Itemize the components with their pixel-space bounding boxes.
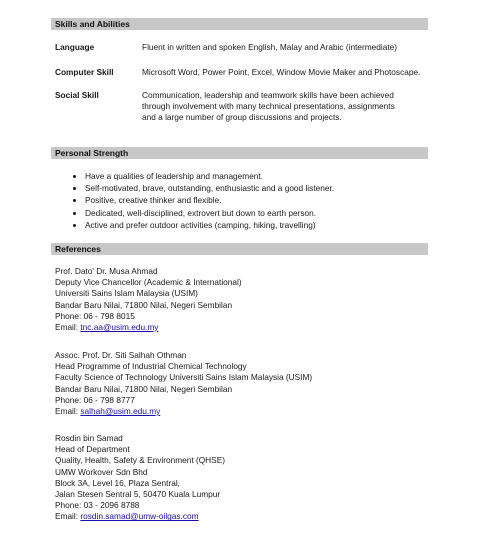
reference-line: Jalan Stesen Sentral 5, 50470 Kuala Lumpur [55,489,221,500]
reference-1 [55,266,435,333]
reference-name: Assoc. Prof. Dr. Siti Salhah Othman [55,350,187,360]
computer-skill-value: Microsoft Word, Power Point, Excel, Window Movie Maker and Photoscape. [142,67,421,77]
reference-email-row [55,322,435,333]
reference-line: Block 3A, Level 16, Plaza Sentral, [55,477,180,488]
social-skill-line: Communication, leadership and teamwork skills have been achieved [142,90,394,100]
language-value: Fluent in written and spoken English, Malay and Arabic (intermediate) [142,42,398,52]
reference-line: Head of Department [55,444,130,455]
reference-line: Bandar Baru Nilai, 71800 Nilai, Negeri Sembilan [55,383,233,394]
strength-heading: Personal Strength [51,147,428,159]
skills-heading: Skills and Abilities [51,18,428,30]
social-skill-line: and a large number of group discussions and projects. [142,112,342,122]
reference-phone: Phone: 06 - 798 8015 [55,310,135,321]
email-link[interactable]: salhah@usim.edu.my [80,406,161,417]
reference-name: Prof. Dato' Dr. Musa Ahmad [55,266,158,276]
email-link[interactable]: rosdin.samad@umw-oilgas.com [80,511,199,522]
reference-2 [55,350,435,417]
references-heading: References [51,243,428,255]
reference-email-row [55,406,435,417]
strength-item: • Positive, creative thinker and flexible. [85,194,465,206]
social-skill-line: through involvement with many technical presentations, assignments [142,101,395,111]
reference-line: UMW Workover Sdn Bhd [55,466,148,477]
strength-item: • Self-motivated, brave, outstanding, enthusiastic and a good listener. [85,182,465,194]
reference-name: Rosdin bin Samad [55,433,123,443]
reference-3 [55,433,435,523]
reference-line: Bandar Baru Nilai, 71800 Nilai, Negeri Sembilan [55,299,233,310]
reference-line: Faculty Science of Technology Universiti Sains Islam Malaysia (USIM) [55,372,313,383]
email-label: Email: [55,322,79,333]
reference-line: Universiti Sains Islam Malaysia (USIM) [55,288,198,299]
email-label: Email: [55,511,79,522]
strength-item: • Dedicated, well-disciplined, extrovert but down to earth person. [85,207,465,219]
reference-phone: Phone: 03 - 2096 8788 [55,500,140,511]
language-label: Language [55,42,95,52]
reference-phone: Phone: 06 - 798 8777 [55,394,135,405]
social-skill-label: Social Skill [55,90,99,100]
computer-skill-label: Computer Skill [55,67,114,77]
strength-item: • Active and prefer outdoor activities (camping, hiking, travelling) [85,219,465,231]
strength-list [55,170,465,231]
email-link[interactable]: tnc.aa@usim.edu.my [80,322,159,333]
reference-line: Deputy Vice Chancellor (Academic & International) [55,277,242,288]
social-skill-value [142,90,442,123]
reference-line: Quality, Health, Safety & Environment (QHSE) [55,455,225,466]
email-label: Email: [55,406,79,417]
reference-email-row [55,511,435,522]
reference-line: Head Programme of Industrial Chemical Technology [55,361,247,372]
strength-item: • Have a qualities of leadership and management. [85,170,465,182]
